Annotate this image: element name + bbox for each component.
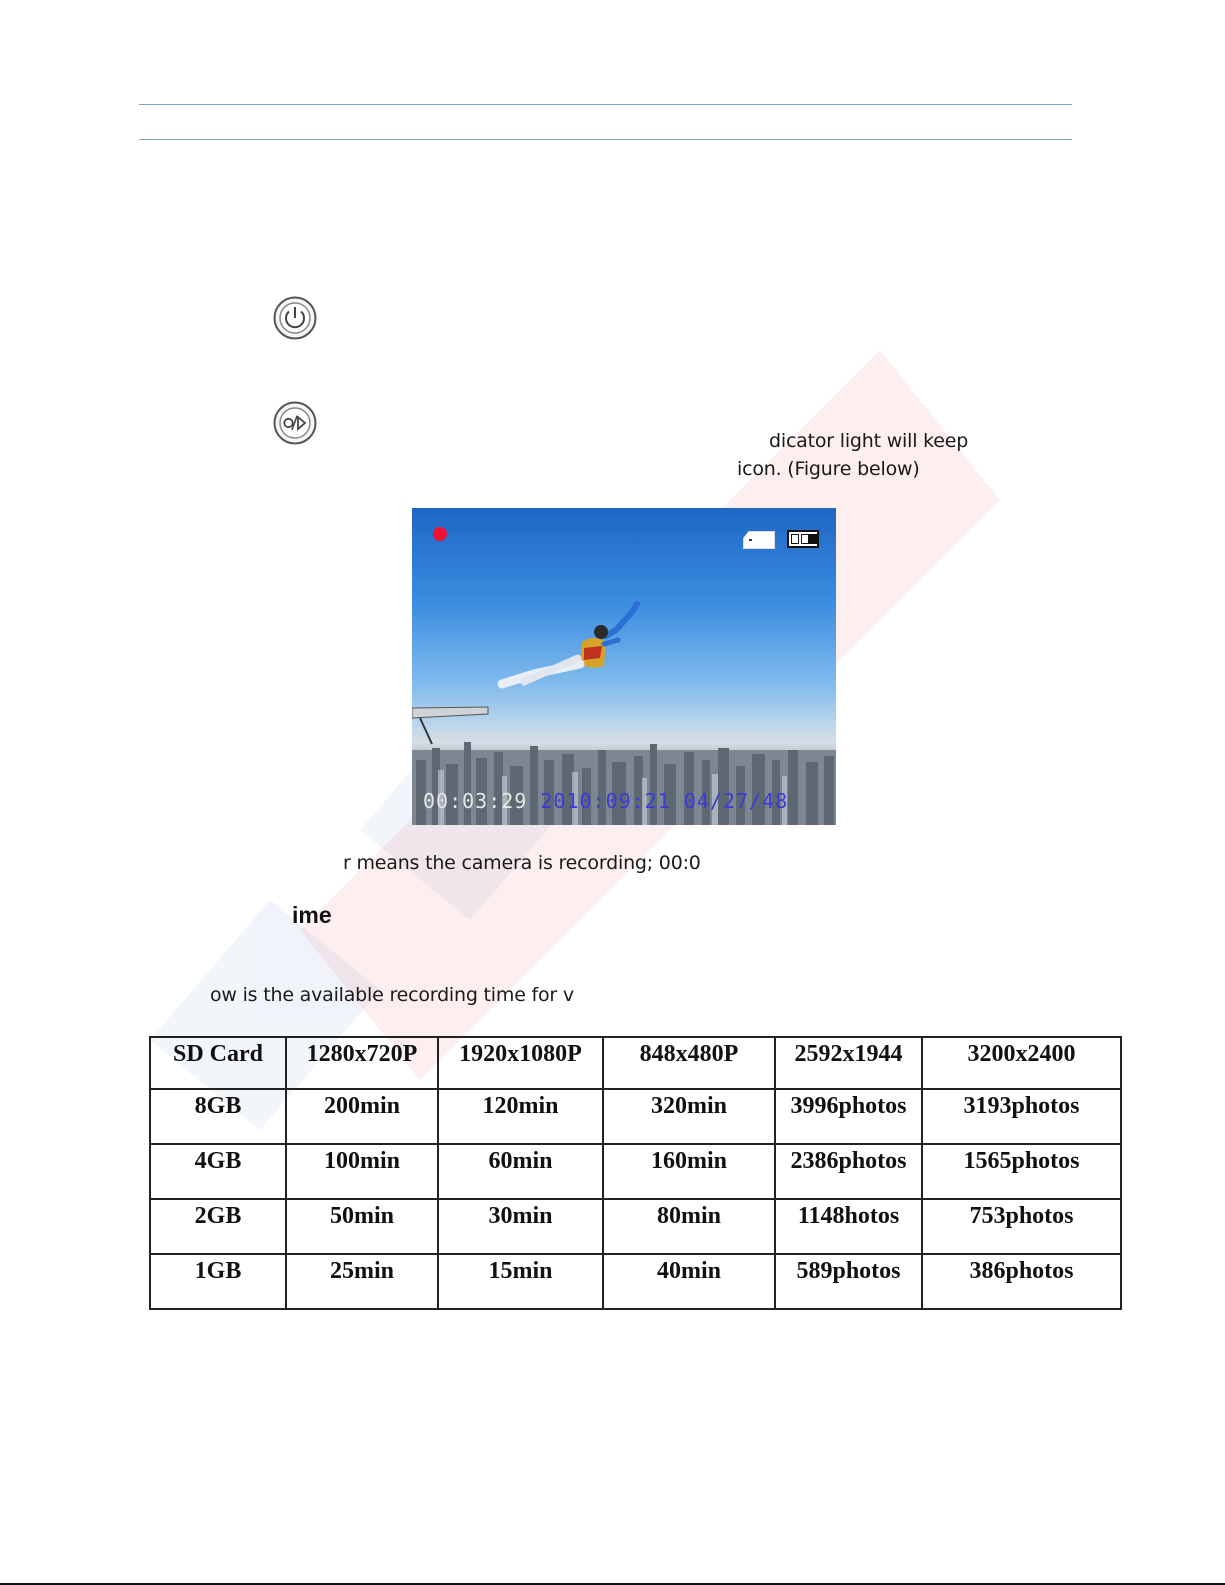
table-header-cell: 2592x1944 bbox=[775, 1037, 922, 1089]
table-cell: 589photos bbox=[775, 1254, 922, 1309]
date-time: 2010:09:21 04/27/48 bbox=[540, 789, 789, 813]
table-row bbox=[150, 1144, 1121, 1199]
table-header-cell: 1920x1080P bbox=[438, 1037, 603, 1089]
header-rule-bottom bbox=[139, 139, 1072, 140]
table-cell: 25min bbox=[286, 1254, 438, 1309]
table-cell: 80min bbox=[603, 1199, 775, 1254]
table-cell: 8GB bbox=[150, 1089, 286, 1144]
table-cell: 386photos bbox=[922, 1254, 1121, 1309]
diving-board-image bbox=[412, 704, 492, 748]
section-heading-fragment: ime bbox=[292, 902, 332, 928]
table-cell: 3996photos bbox=[775, 1089, 922, 1144]
table-header-cell: 1280x720P bbox=[286, 1037, 438, 1089]
table-cell: 200min bbox=[286, 1089, 438, 1144]
table-cell: 100min bbox=[286, 1144, 438, 1199]
table-cell: 2GB bbox=[150, 1199, 286, 1254]
record-indicator-icon bbox=[433, 527, 447, 541]
table-cell: 753photos bbox=[922, 1199, 1121, 1254]
table-row bbox=[150, 1199, 1121, 1254]
battery-icon bbox=[787, 530, 819, 548]
table-cell: 1565photos bbox=[922, 1144, 1121, 1199]
table-header-row bbox=[150, 1037, 1121, 1089]
table-cell: 1148hotos bbox=[775, 1199, 922, 1254]
recording-capacity-table bbox=[149, 1036, 1122, 1310]
table-cell: 4GB bbox=[150, 1144, 286, 1199]
power-button-icon bbox=[272, 296, 318, 340]
table-cell: 1GB bbox=[150, 1254, 286, 1309]
paragraph-fragment-2: icon. (Figure below) bbox=[737, 458, 920, 480]
table-cell: 15min bbox=[438, 1254, 603, 1309]
table-row bbox=[150, 1089, 1121, 1144]
camera-screen-figure bbox=[412, 508, 836, 825]
figure-caption-fragment: r means the camera is recording; 00:0 bbox=[343, 852, 701, 874]
table-cell: 120min bbox=[438, 1089, 603, 1144]
table-cell: 30min bbox=[438, 1199, 603, 1254]
intro-text-fragment: ow is the available recording time for v bbox=[210, 984, 574, 1006]
table-cell: 3193photos bbox=[922, 1089, 1121, 1144]
table-cell: 160min bbox=[603, 1144, 775, 1199]
record-play-button-icon bbox=[272, 400, 318, 446]
header-rule-top bbox=[139, 104, 1072, 105]
table-cell: 2386photos bbox=[775, 1144, 922, 1199]
table-cell: 50min bbox=[286, 1199, 438, 1254]
table-cell: 60min bbox=[438, 1144, 603, 1199]
table-row bbox=[150, 1254, 1121, 1309]
table-header-cell: SD Card bbox=[150, 1037, 286, 1089]
table-cell: 40min bbox=[603, 1254, 775, 1309]
table-header-cell: 3200x2400 bbox=[922, 1037, 1121, 1089]
elapsed-time: 00:03:29 bbox=[423, 789, 528, 813]
paragraph-fragment-1: dicator light will keep bbox=[769, 430, 969, 452]
table-cell: 320min bbox=[603, 1089, 775, 1144]
table-header-cell: 848x480P bbox=[603, 1037, 775, 1089]
sd-card-icon bbox=[743, 531, 775, 549]
recording-timestamp bbox=[423, 789, 788, 813]
skydiver-image bbox=[494, 600, 644, 696]
